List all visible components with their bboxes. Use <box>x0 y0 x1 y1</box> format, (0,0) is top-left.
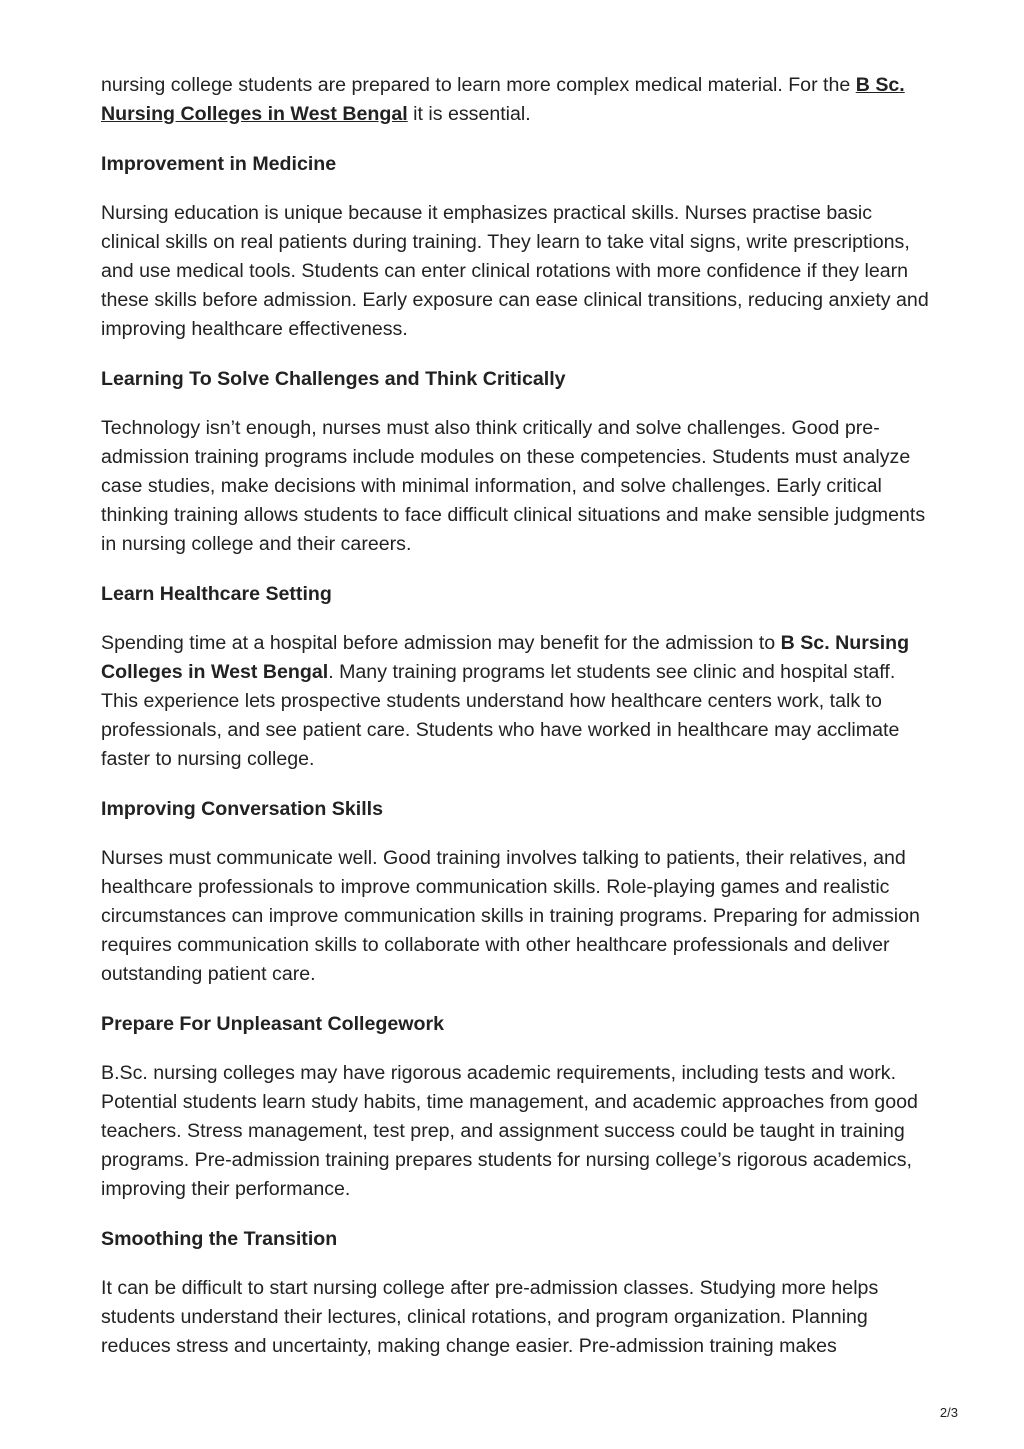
document-page <box>101 71 929 1382</box>
heading-conversation-skills: Improving Conversation Skills <box>101 798 383 820</box>
paragraph-transition: It can be difficult to start nursing college after pre-admission classes. Studying more helps students understand their lectures, clinical rotations, and program organization. Planning reduces stress and uncertainty, making change easier. Pre-admission training makes <box>101 1277 879 1357</box>
bsc-nursing-colleges-link[interactable]: B Sc. Nursing Colleges in West Bengal <box>101 74 905 125</box>
heading-critical-thinking: Learning To Solve Challenges and Think Critically <box>101 368 566 390</box>
heading-medicine: Improvement in Medicine <box>101 153 337 175</box>
intro-paragraph <box>101 71 929 129</box>
paragraph-medicine: Nursing education is unique because it emphasizes practical skills. Nurses practise basic clinical skills on real patients during training. They learn to take vital signs, write prescriptions, and use medical tools. Students can enter clinical rotations with more confidence if they learn these skills before admission. Early exposure can ease clinical transitions, reducing anxiety and improving healthcare effectiveness. <box>101 202 929 340</box>
paragraph-collegework: B.Sc. nursing colleges may have rigorous academic requirements, including tests and work. Potential students learn study habits, time management, and academic approaches from good teachers. Stress management, test prep, and assignment success could be taught in training programs. Pre-admission training prepares students for nursing college’s rigorous academics, improving their performance. <box>101 1062 918 1200</box>
heading-transition: Smoothing the Transition <box>101 1228 338 1250</box>
paragraph-critical-thinking: Technology isn’t enough, nurses must also think critically and solve challenges. Good pre-admission training programs include modules on these competencies. Students must analyze case studies, make decisions with minimal information, and solve challenges. Early critical thinking training allows students to face difficult clinical situations and make sensible judgments in nursing college and their careers. <box>101 417 926 555</box>
page-number: 2/3 <box>939 1405 958 1420</box>
healthcare-text-before: Spending time at a hospital before admission may benefit for the admission to <box>101 632 781 654</box>
heading-healthcare-setting: Learn Healthcare Setting <box>101 583 332 605</box>
paragraph-healthcare-setting <box>101 629 929 774</box>
healthcare-bold-college-name: B Sc. Nursing Colleges in West Bengal <box>101 632 910 683</box>
intro-text-after: it is essential. <box>407 103 531 125</box>
heading-collegework: Prepare For Unpleasant Collegework <box>101 1013 444 1035</box>
paragraph-conversation-skills: Nurses must communicate well. Good training involves talking to patients, their relatives, and healthcare professionals to improve communication skills. Role-playing games and realistic circumstances can improve communication skills in training programs. Preparing for admission requires communication skills to collaborate with other healthcare professionals and deliver outstanding patient care. <box>101 847 920 985</box>
healthcare-text-after: . Many training programs let students see clinic and hospital staff. This experience lets prospective students understand how healthcare centers work, talk to professionals, and see patient care. Students who have worked in healthcare may acclimate faster to nursing college. <box>101 661 900 770</box>
intro-text-before: nursing college students are prepared to learn more complex medical material. For the <box>101 74 856 96</box>
